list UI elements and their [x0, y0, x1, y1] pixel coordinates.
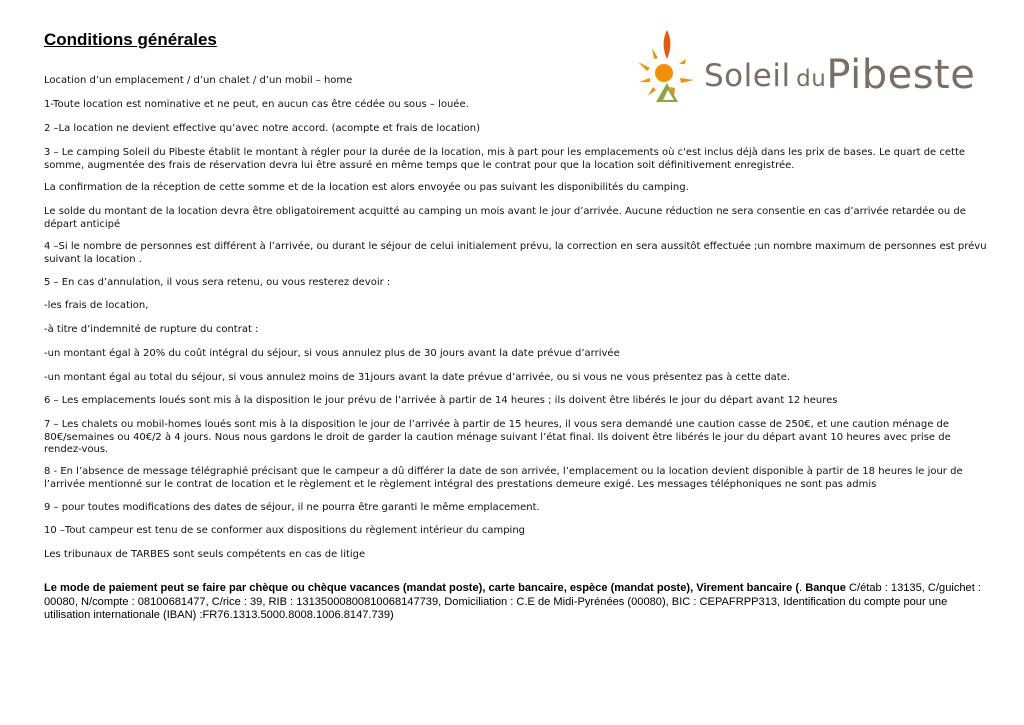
paragraph-10: 10 –Tout campeur est tenu de se conformer aux dispositions du règlement intérieur du camping: [44, 525, 526, 536]
paragraph-7: 7 – Les chalets ou mobil-homes loués sont mis à la disposition le jour de l’arrivée à partir de 15 heures, il vous sera demandé une caution casse de 250€, et une caution ménage de 80€/semaines ou 40€/2 à 4 jours. Nous nous gardons le droit de garder la caution ménage suivant l’état final. Ils doivent être libérés le jour du départ avant 10 heures avec prise de rendez-vous.: [44, 419, 951, 455]
page-title: Conditions générales: [44, 30, 217, 49]
paragraph-1: 1-Toute location est nominative et ne peut, en aucun cas être cédée ou sous – louée.: [44, 99, 469, 110]
paragraph-2: 2 –La location ne devient effective qu’avec notre accord. (acompte et frais de location): [44, 123, 481, 134]
payment-bank-label: Banque: [805, 582, 846, 594]
paragraph-8: 8 - En l’absence de message télégraphié précisant que le campeur a dû différer la date de son arrivée, l’emplacement ou la location devient disponible à partir de 18 heures le jour de l’arrivée mentionné sur le contrat de location et le règlement et le règlement intégral des prestations demeure exigé. Les messages téléphoniques ne sont pas admis: [44, 466, 963, 490]
paragraph-9: 9 – pour toutes modifications des dates de séjour, il ne pourra être garanti le même emplacement.: [44, 502, 540, 513]
paragraph-intro: Location d’un emplacement / d’un chalet / d’un mobil – home: [44, 75, 353, 86]
paragraph-6: 6 – Les emplacements loués sont mis à la disposition le jour prévu de l’arrivée à partir de 14 heures ; ils doivent être libérés le jour du départ avant 12 heures: [44, 395, 838, 406]
payment-paragraph: [44, 582, 994, 623]
paragraph-confirmation: La confirmation de la réception de cette somme et de la location est alors envoyée ou pas suivant les disponibilités du camping.: [44, 182, 689, 193]
logo-word-soleil: Soleil: [704, 58, 791, 94]
paragraph-3: 3 – Le camping Soleil du Pibeste établit le montant à régler pour la durée de la location, mis à part pour les emplacements où c'est inclus déjà dans les prix de bases. Le quart de cette somme, augmentée des frais de réservation devra lui être assuré en même temps que le contrat pour que la location soit définitivement enregistrée.: [44, 147, 966, 171]
sun-logo-icon: [634, 26, 704, 110]
paragraph-frais: -les frais de location,: [44, 300, 149, 311]
paragraph-indemnite: -à titre d’indemnité de rupture du contrat :: [44, 324, 259, 335]
logo-word-pibeste: Pibeste: [826, 52, 976, 98]
paragraph-4: 4 –Si le nombre de personnes est différent à l’arrivée, ou durant le séjour de celui initialement prévu, la correction en sera aussitôt effectuée ;un nombre maximum de personnes est prévu suivant la location .: [44, 241, 987, 265]
paragraph-5: 5 – En cas d’annulation, il vous sera retenu, ou vous resterez devoir :: [44, 277, 391, 288]
payment-separator: .: [799, 582, 806, 594]
paragraph-tribunaux: Les tribunaux de TARBES sont seuls compétents en cas de litige: [44, 549, 366, 560]
logo: [634, 26, 976, 110]
payment-details: C/étab : 13135, C/guichet : 00080, N/compte : 08100681477, C/rice : 39, RIB : 13135000800810068147739, Domiciliation : C.E de Midi-Pyrénées (00080), BIC : CEPAFRPP313, Identification du compte pour une utilisation internationale (IBAN) :FR76.1313.5000.8008.1006.8147.739): [44, 582, 981, 621]
paragraph-solde: Le solde du montant de la location devra être obligatoirement acquitté au camping un mois avant le jour d’arrivée. Aucune réduction ne sera consentie en cas d’arrivée retardée ou de départ anticipé: [44, 206, 966, 230]
paragraph-total: -un montant égal au total du séjour, si vous annulez moins de 31jours avant la date prévue d’arrivée, ou si vous ne vous présentez pas à cette date.: [44, 372, 791, 383]
payment-bold-text: Le mode de paiement peut se faire par chèque ou chèque vacances (mandat poste), carte bancaire, espèce (mandat poste), Virement bancaire (: [44, 582, 800, 594]
logo-word-du: du: [796, 66, 827, 92]
paragraph-20pct: -un montant égal à 20% du coût intégral du séjour, si vous annulez plus de 30 jours avant la date prévue d’arrivée: [44, 348, 620, 359]
